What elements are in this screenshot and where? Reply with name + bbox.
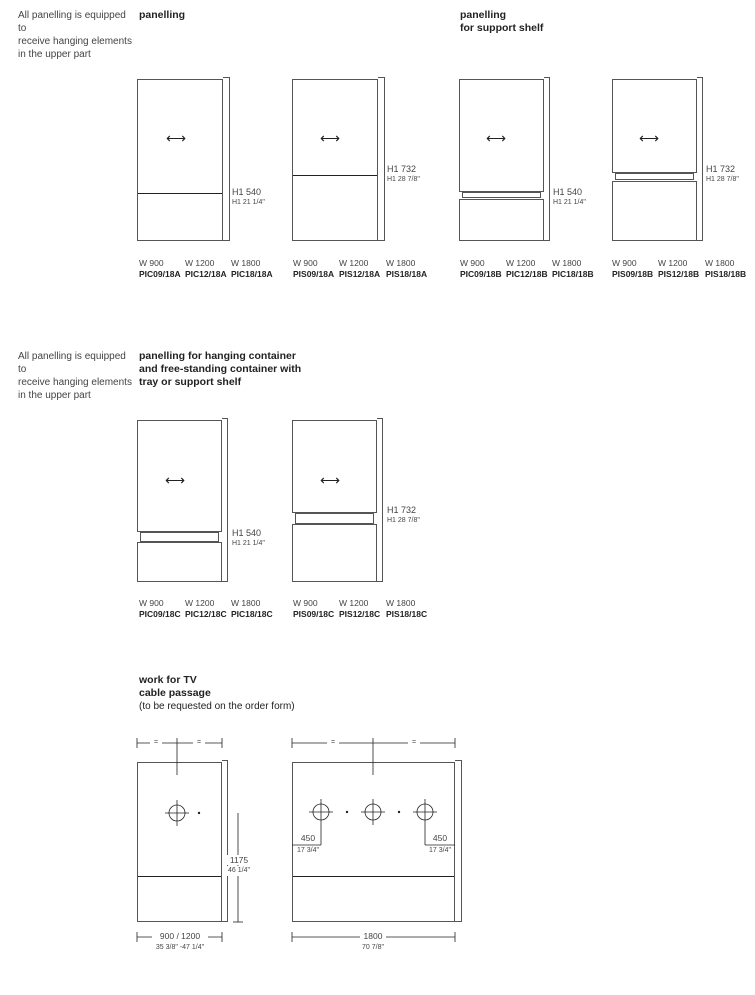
tv-offset-left-in: 17 3/4": [297, 847, 319, 854]
a2-w3: W 1800: [386, 258, 416, 268]
section-tv-title-1: work for TV: [139, 674, 197, 686]
a1-c1: PIC09/18A: [139, 269, 181, 279]
a2-w1: W 900: [293, 258, 318, 268]
tv-offset-right-in: 17 3/4": [429, 847, 451, 854]
arrow-c2-icon: ⟷: [320, 472, 341, 488]
tv-eq-4: =: [408, 738, 420, 748]
b2-w3: W 1800: [705, 258, 735, 268]
note-hanging-elements-top: All panelling is equipped to receive hanging elements in the upper part: [18, 10, 132, 60]
b2-c3: PIS18/18B: [705, 269, 747, 279]
arrow-a2-icon: ⟷: [320, 130, 341, 146]
a1-c3: PIC18/18A: [231, 269, 273, 279]
c1-w3: W 1800: [231, 598, 261, 608]
a1-w3: W 1800: [231, 258, 261, 268]
height-c2-in: H1 28 7/8": [387, 517, 420, 524]
arrow-b2-icon: ⟷: [639, 130, 660, 146]
b2-c2: PIS12/18B: [658, 269, 700, 279]
height-c1: H1 540: [232, 528, 262, 538]
c1-c2: PIC12/18C: [185, 609, 227, 619]
c1-w2: W 1200: [185, 598, 215, 608]
height-b2: H1 732: [706, 164, 736, 174]
height-b2-in: H1 28 7/8": [706, 176, 739, 183]
height-a2: H1 732: [387, 164, 417, 174]
section-tv-subtitle: (to be requested on the order form): [139, 701, 295, 712]
b1-c3: PIC18/18B: [552, 269, 594, 279]
tv-width-large: 1800: [360, 931, 386, 941]
tv-eq-3: =: [327, 738, 339, 748]
a2-c3: PIS18/18A: [386, 269, 428, 279]
section-b-title: panelling for support shelf: [460, 9, 544, 34]
tv-width-small: 900 / 1200: [152, 931, 208, 941]
tv-height-in: 46 1/4": [224, 866, 254, 876]
c2-c1: PIS09/18C: [293, 609, 335, 619]
height-c2: H1 732: [387, 505, 417, 515]
b2-w1: W 900: [612, 258, 637, 268]
a1-w2: W 1200: [185, 258, 215, 268]
a2-c1: PIS09/18A: [293, 269, 335, 279]
tv-width-small-in: 35 3/8" -47 1/4": [155, 944, 205, 951]
height-a1: H1 540: [232, 187, 262, 197]
height-b1: H1 540: [553, 187, 583, 197]
c2-w2: W 1200: [339, 598, 369, 608]
a2-w2: W 1200: [339, 258, 369, 268]
note-hanging-elements-middle: All panelling is equipped to receive hanging elements in the upper part: [18, 351, 132, 401]
a1-c2: PIC12/18A: [185, 269, 227, 279]
b1-c2: PIC12/18B: [506, 269, 548, 279]
tv-eq-2: =: [193, 738, 205, 748]
height-a2-in: H1 28 7/8": [387, 176, 420, 183]
c2-w3: W 1800: [386, 598, 416, 608]
c1-c3: PIC18/18C: [231, 609, 273, 619]
b1-w2: W 1200: [506, 258, 536, 268]
section-c-title: panelling for hanging container and free-standing container with tray or support shelf: [139, 350, 302, 388]
tv-offset-right: 450: [432, 833, 448, 843]
c1-w1: W 900: [139, 598, 164, 608]
height-c1-in: H1 21 1/4": [232, 540, 265, 547]
tv-eq-1: =: [150, 738, 162, 748]
c1-c1: PIC09/18C: [139, 609, 181, 619]
height-a1-in: H1 21 1/4": [232, 199, 265, 206]
c2-w1: W 900: [293, 598, 318, 608]
b1-w1: W 900: [460, 258, 485, 268]
c2-c2: PIS12/18C: [339, 609, 381, 619]
arrow-a1-icon: ⟷: [166, 130, 187, 146]
b1-w3: W 1800: [552, 258, 582, 268]
a2-c2: PIS12/18A: [339, 269, 381, 279]
arrow-c1-icon: ⟷: [165, 472, 186, 488]
b2-c1: PIS09/18B: [612, 269, 654, 279]
tv-height: 1175: [226, 855, 252, 865]
section-tv-title-2: cable passage: [139, 687, 211, 699]
b2-w2: W 1200: [658, 258, 688, 268]
b1-c1: PIC09/18B: [460, 269, 502, 279]
a1-w1: W 900: [139, 258, 164, 268]
tv-width-large-in: 70 7/8": [362, 944, 384, 951]
c2-c3: PIS18/18C: [386, 609, 428, 619]
arrow-b1-icon: ⟷: [486, 130, 507, 146]
tv-offset-left: 450: [300, 833, 316, 843]
section-a-title: panelling: [139, 9, 186, 21]
height-b1-in: H1 21 1/4": [553, 199, 586, 206]
